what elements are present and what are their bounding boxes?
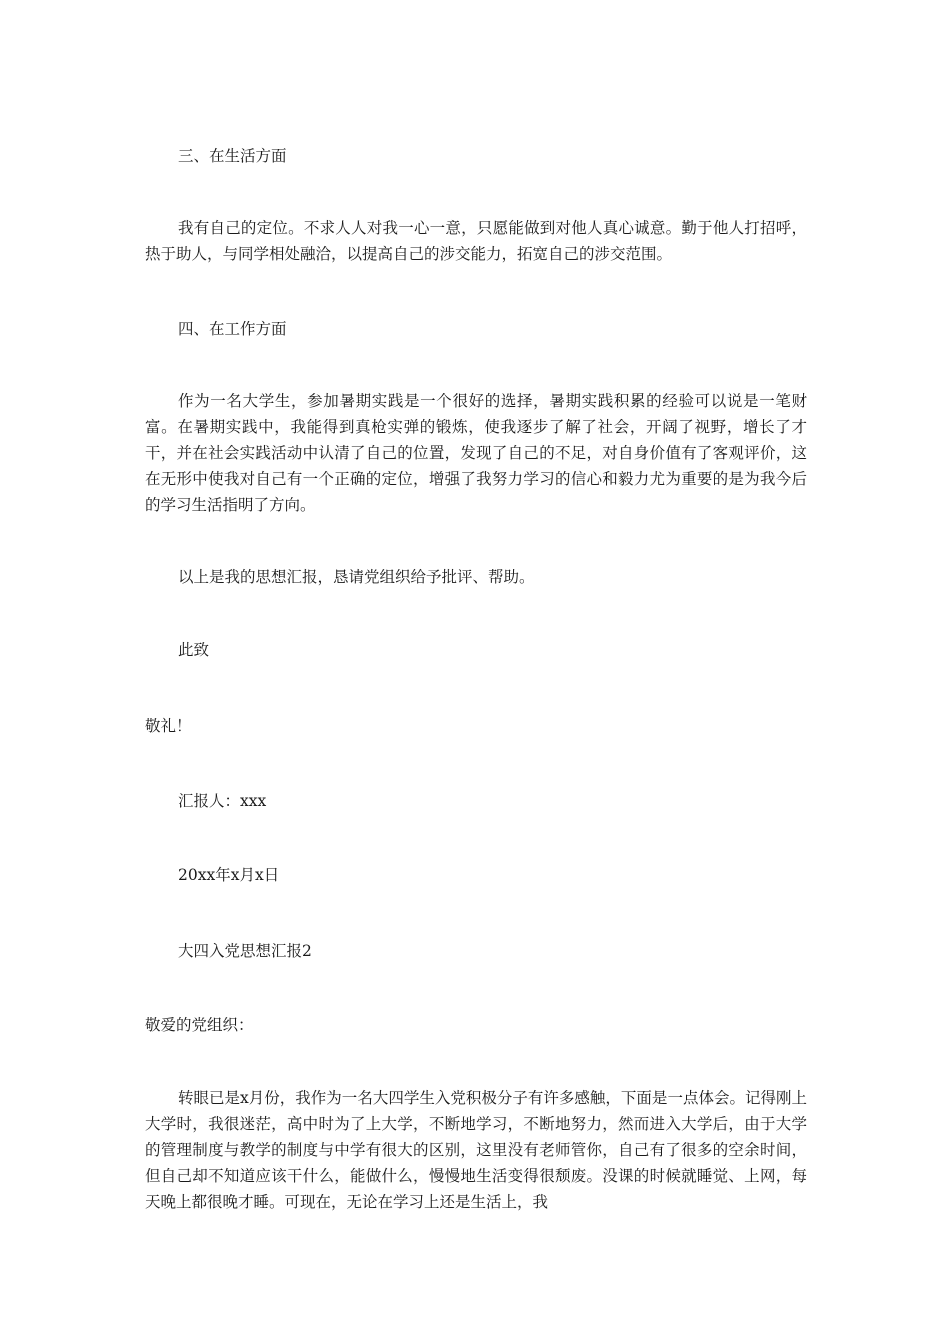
second-report-title: 大四入党思想汇报2 [178,942,312,960]
paragraph-second-report: 转眼已是x月份，我作为一名大四学生入党积极分子有许多感触，下面是一点体会。记得刚上大学时，我很迷茫，高中时为了上大学，不断地学习，不断地努力，然而进入大学后，由于大学的管理制度与教学的制度与中学有很大的区别，这里没有老师管你，自己有了很多的空余时间，但自己却不知道应该干什么，能做什么，慢慢地生活变得很颓废。没课的时候就睡觉、上网，每天晚上都很晚才睡。可现在，无论在学习上还是生活上，我 [145,1089,807,1211]
closing-request: 以上是我的思想汇报，恳请党组织给予批评、帮助。 [178,568,535,586]
reporter-signature: 汇报人：xxx [178,792,267,810]
closing-cizhi: 此致 [178,641,210,659]
report-date: 20xx年x月x日 [178,866,280,884]
closing-jingli: 敬礼！ [145,717,192,735]
salutation: 敬爱的党组织： [145,1016,254,1034]
paragraph-work: 作为一名大学生，参加暑期实践是一个很好的选择，暑期实践积累的经验可以说是一笔财富。在暑期实践中，我能得到真枪实弹的锻炼，使我逐步了解了社会，开阔了视野，增长了才干，并在社会实践活动中认清了自己的位置，发现了自己的不足，对自身价值有了客观评价，这在无形中使我对自己有一个正确的定位，增强了我努力学习的信心和毅力尤为重要的是为我今后的学习生活指明了方向。 [145,392,807,514]
paragraph-life: 我有自己的定位。不求人人对我一心一意，只愿能做到对他人真心诚意。勤于他人打招呼，热于助人，与同学相处融洽，以提高自己的涉交能力，拓宽自己的涉交范围。 [145,219,807,263]
section-heading-work: 四、在工作方面 [178,320,287,338]
section-heading-life: 三、在生活方面 [178,147,287,165]
